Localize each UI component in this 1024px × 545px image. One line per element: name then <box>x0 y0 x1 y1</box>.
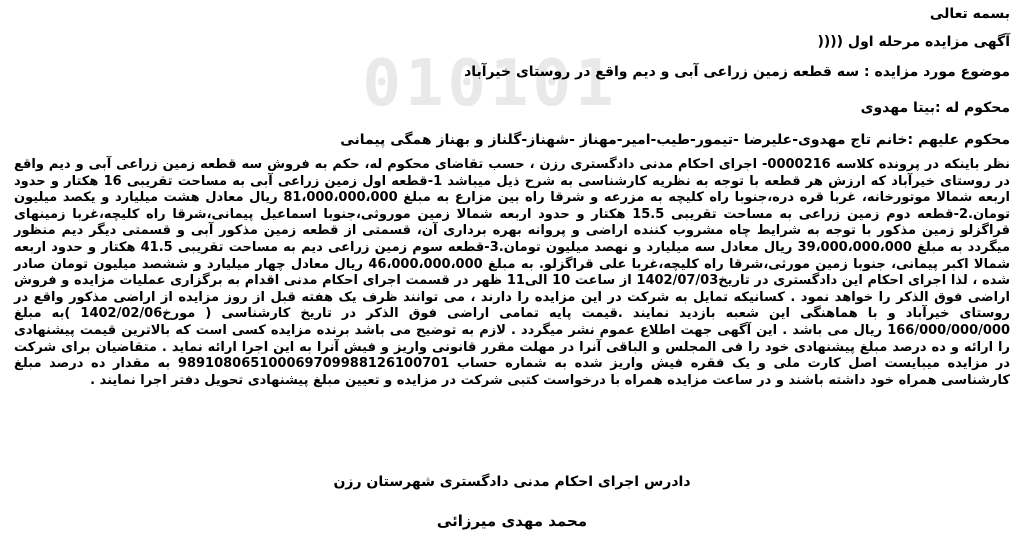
judgment-creditor: محکوم له :بیتا مهدوی <box>860 100 1010 116</box>
auction-subject: موضوع مورد مزایده : سه قطعه زمین زراعی آبی و دیم واقع در روستای خیرآباد <box>464 64 1010 80</box>
judgment-debtors: محکوم علیهم :خانم تاج مهدوی-علیرضا -تیمور-طیب-امیر-مهناز -شهناز-گلناز و بهناز همگی پیمانی <box>340 132 1010 148</box>
invocation-heading: بسمه تعالی <box>929 6 1010 22</box>
notice-body: نظر باینکه در پرونده کلاسه 0000216- اجرای احکام مدنی دادگستری رزن ، حسب تقاضای محکوم له، حکم به فروش سه قطعه زمین زراعی آبی و دیم واقع در روستای خیرآباد که ارزش هر قطعه با توجه به نظریه کارشناسی به شرح ذیل میباشد 1-قطعه اول زمین زراعی آبی به مساحت تقریبی 16 هکتار و حدود اربعه شمالا موتورخانه، غربا قره دره،جنوبا راه کلیچه به مزرعه و شرقا راه بین مزارع به مبلغ 81،000،000،000 ریال معادل هشت میلیارد و یکصد میلیون تومان.2-قطعه دوم زمین زراعی به مساحت تقریبی 15.5 هکتار و حدود اربعه شمالا زمین موروثی،جنوبا اسماعیل پیمانی،شرقا راه کلیچه،غربا زمینهای قراگزلو زمین مذکور با توجه به شرایط چاه مشروب کننده اراضی و پروانه بهره برداری آن، قسمتی از قطعه زمین مذکور آبی و قسمتی دیگر دیم منظور میگردد به مبلغ 39،000،000،000 ریال معادل سه میلیارد و نهصد میلیون تومان.3-قطعه سوم زمین زراعی دیم به مساحت تقریبی 41.5 هکتار و حدود اربعه شمالا اکبر پیمانی، جنوبا زمین مورثی،شرقا راه کلیچه،غربا علی قراگزلو. به مبلغ 46،000،000،000 ریال معادل چهار میلیارد و ششصد میلیون تومان صادر شده ، لذا اجرای احکام این دادگستری در تاریخ1402/07/03 از ساعت 10 الی11 ظهر در قسمت اجرای احکام مدنی اقدام به برگزاری عملیات مزایده و فروش اراضی فوق الذکر را خواهد نمود . کسانیکه تمایل به شرکت در این مزایده را دارند ، می توانند ظرف یک هفته قبل از روز مزایده از اراضی مذکور واقع در روستای خیرآباد و با هماهنگی این شعبه بازدید نمایند .قیمت پایه تمامی اراضی فوق الذکر در تاریخ کارشناسی ( مورخ1402/02/06 )به مبلغ 166/000/000/000 ریال می باشد . این آگهی جهت اطلاع عموم نشر میگردد . لازم به توضیح می باشد برنده مزایده کسی است که بالاترین قیمت پیشنهادی را ارائه و ده درصد مبلغ پیشنهادی خود را فی المجلس و الباقی آنرا در مهلت مقرر قانونی واریز و فیش آنرا به این اجرا ارائه نماید . متقاضیان برای شرکت در مزایده میبایست اصل کارت ملی و یک فقره فیش واریز شده به شماره حساب 989108065100069709988126100701 به مقدار ده درصد مبلغ کارشناسی همراه خود داشته باشند و در ساعت مزایده همراه با درخواست کتبی شرکت در مزایده و تعیین مبلغ پیشنهادی تحویل دفتر اجرا نمایند . <box>14 157 1011 388</box>
watermark: 010101 <box>362 47 618 121</box>
signature-office: دادرس اجرای احکام مدنی دادگستری شهرستان رزن <box>333 474 691 490</box>
notice-title: آگهی مزایده مرحله اول (((( <box>817 34 1010 50</box>
signature-name: محمد مهدی میرزائی <box>436 512 588 530</box>
